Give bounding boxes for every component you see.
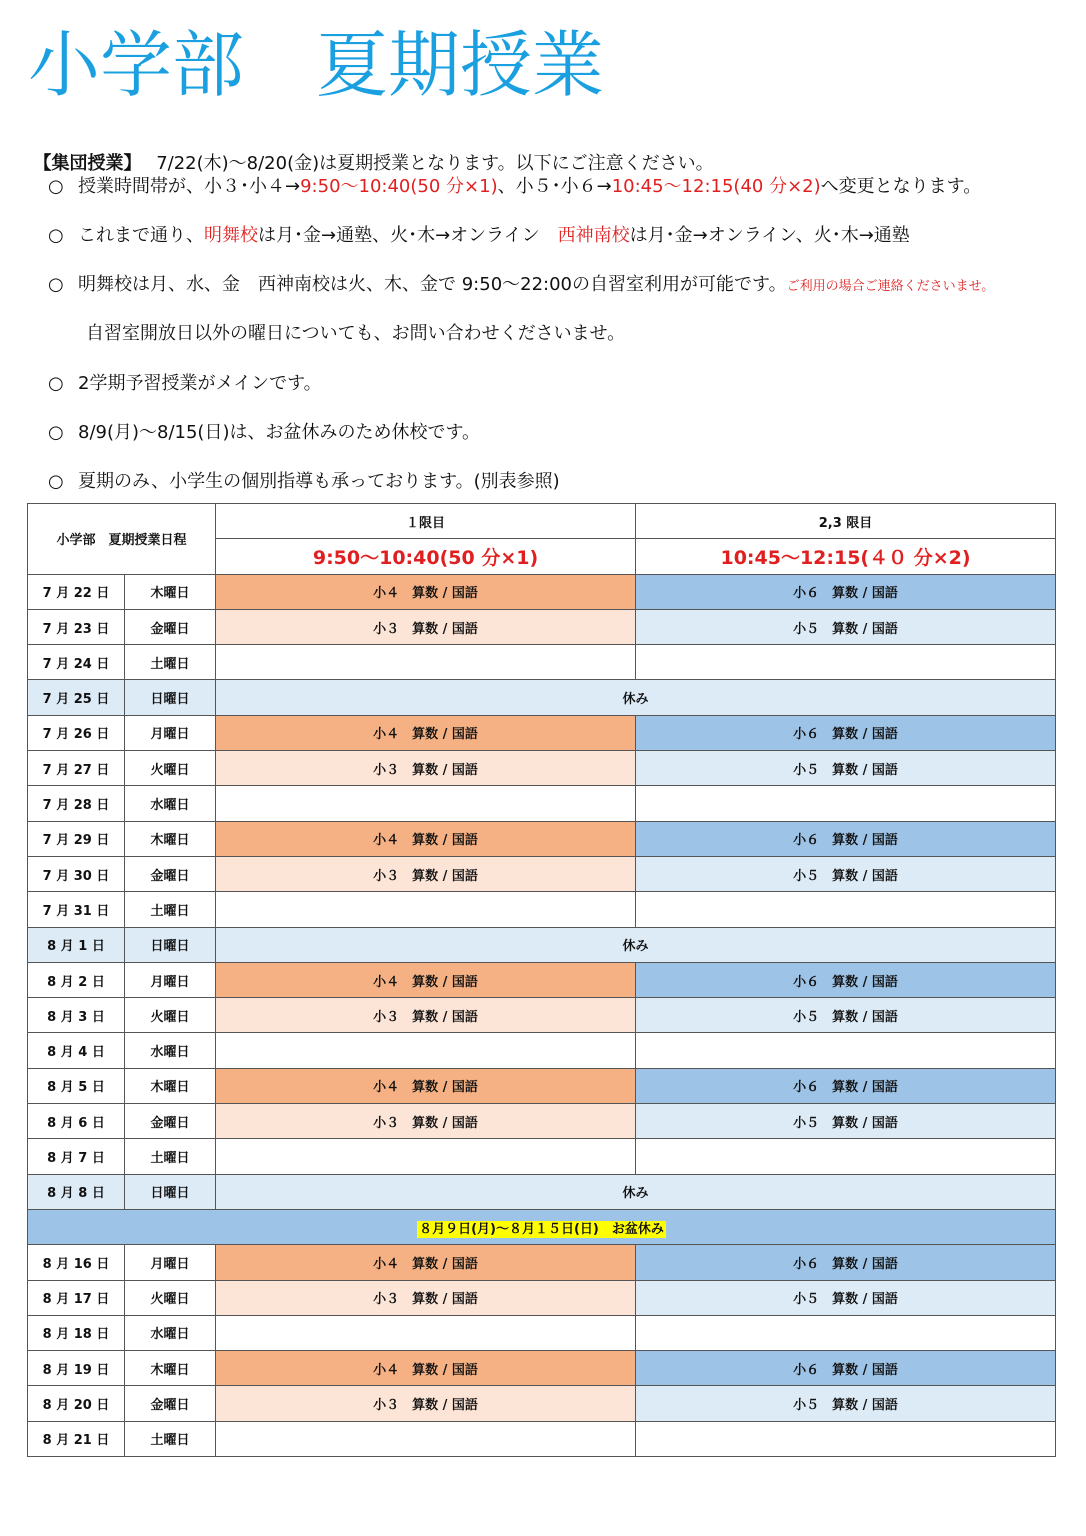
table-row [28,892,1056,927]
class-cell: 小３ 算数 / 国語 [216,609,636,644]
class-cell: 小６ 算数 / 国語 [636,715,1056,750]
empty-cell [636,645,1056,680]
class-cell: 小６ 算数 / 国語 [636,1351,1056,1386]
circle-bullet-icon: ○ [48,225,64,246]
table-row [28,1033,1056,1068]
empty-cell [216,892,636,927]
empty-cell [636,1033,1056,1068]
empty-cell [216,1139,636,1174]
note-text: は月･金→通塾、火･木→オンライン [258,225,558,246]
weekday-cell: 土曜日 [125,645,216,680]
note-individual [48,467,560,493]
note-obon [48,418,480,444]
empty-cell [636,1421,1056,1456]
circle-bullet-icon: ○ [48,471,64,492]
table-row [28,786,1056,821]
note-study-room-extra: 自習室開放日以外の曜日についても、お問い合わせくださいませ。 [86,323,626,344]
schedule-table [27,503,1056,1457]
table-row [28,1280,1056,1315]
note-highlight: 10:45～12:15(40 分×2) [611,176,821,197]
circle-bullet-icon: ○ [48,176,64,197]
table-row [28,1245,1056,1280]
weekday-cell: 月曜日 [125,715,216,750]
rest-cell: 休み [216,680,1056,715]
date-cell: 8 月 5 日 [28,1068,125,1103]
class-cell: 小５ 算数 / 国語 [636,856,1056,891]
class-cell: 小４ 算数 / 国語 [216,821,636,856]
table-row-rest [28,927,1056,962]
date-cell: 8 月 6 日 [28,1104,125,1139]
class-cell: 小６ 算数 / 国語 [636,1245,1056,1280]
class-cell: 小３ 算数 / 国語 [216,751,636,786]
class-cell: 小６ 算数 / 国語 [636,962,1056,997]
weekday-cell: 火曜日 [125,998,216,1033]
table-row [28,715,1056,750]
rest-cell: 休み [216,1174,1056,1209]
note-text: 、小５･小６→ [497,176,612,197]
table-row [28,856,1056,891]
class-cell: 小４ 算数 / 国語 [216,1245,636,1280]
table-row-rest [28,1174,1056,1209]
class-cell: 小３ 算数 / 国語 [216,1280,636,1315]
table-row [28,1104,1056,1139]
note-contact: ご利用の場合ご連絡くださいませ。 [786,279,995,294]
empty-cell [216,1033,636,1068]
date-cell: 8 月 17 日 [28,1280,125,1315]
date-cell: 7 月 27 日 [28,751,125,786]
date-cell: 8 月 8 日 [28,1174,125,1209]
table-row [28,609,1056,644]
date-cell: 7 月 25 日 [28,680,125,715]
intro-line [22,128,714,175]
note-highlight: 西神南校 [557,225,630,246]
empty-cell [216,786,636,821]
page-title: 小学部 夏期授業 [28,23,605,107]
empty-cell [636,892,1056,927]
intro-text: 7/22(木)～8/20(金)は夏期授業となります。以下にご注意ください。 [156,153,714,174]
note-text: へ変更となります。 [820,176,982,197]
class-cell: 小５ 算数 / 国語 [636,751,1056,786]
circle-bullet-icon: ○ [48,373,64,394]
weekday-cell: 水曜日 [125,1033,216,1068]
date-cell: 8 月 20 日 [28,1386,125,1421]
date-cell: 7 月 26 日 [28,715,125,750]
weekday-cell: 水曜日 [125,786,216,821]
weekday-cell: 日曜日 [125,1174,216,1209]
empty-cell [636,1139,1056,1174]
note-text: 夏期のみ、小学生の個別指導も承っております。(別表参照) [78,471,560,492]
weekday-cell: 月曜日 [125,1245,216,1280]
date-cell: 8 月 16 日 [28,1245,125,1280]
class-cell: 小３ 算数 / 国語 [216,998,636,1033]
weekday-cell: 水曜日 [125,1315,216,1350]
period23-header: 2,3 限目 [636,504,1056,539]
date-cell: 8 月 4 日 [28,1033,125,1068]
note-highlight: 9:50～10:40(50 分×1) [300,176,498,197]
class-cell: 小４ 算数 / 国語 [216,574,636,609]
obon-label: ８月９日(月)～８月１５日(日) お盆休み [419,1221,664,1237]
date-cell: 8 月 3 日 [28,998,125,1033]
note-text: 2学期予習授業がメインです。 [78,373,322,394]
period1-header: １限目 [216,504,636,539]
weekday-cell: 日曜日 [125,680,216,715]
table-row [28,821,1056,856]
note-text: 授業時間帯が、小３･小４→ [78,176,301,197]
circle-bullet-icon: ○ [48,274,64,295]
table-row [28,1315,1056,1350]
date-cell: 8 月 2 日 [28,962,125,997]
weekday-cell: 金曜日 [125,609,216,644]
weekday-cell: 金曜日 [125,1104,216,1139]
date-cell: 7 月 30 日 [28,856,125,891]
note-time-schedule [48,172,981,198]
class-cell: 小５ 算数 / 国語 [636,609,1056,644]
obon-row [28,1209,1056,1244]
date-cell: 7 月 28 日 [28,786,125,821]
table-row [28,1421,1056,1456]
date-cell: 7 月 23 日 [28,609,125,644]
class-cell: 小４ 算数 / 国語 [216,962,636,997]
class-cell: 小５ 算数 / 国語 [636,1280,1056,1315]
circle-bullet-icon: ○ [48,422,64,443]
table-row-rest [28,680,1056,715]
empty-cell [216,1421,636,1456]
weekday-cell: 木曜日 [125,1351,216,1386]
note-text: これまで通り、 [78,225,204,246]
table-row [28,1068,1056,1103]
class-cell: 小６ 算数 / 国語 [636,574,1056,609]
weekday-cell: 月曜日 [125,962,216,997]
table-row [28,998,1056,1033]
weekday-cell: 木曜日 [125,574,216,609]
rest-cell: 休み [216,927,1056,962]
intro-label: 【集団授業】 [33,153,133,174]
class-cell: 小６ 算数 / 国語 [636,821,1056,856]
date-cell: 7 月 29 日 [28,821,125,856]
class-cell: 小５ 算数 / 国語 [636,1104,1056,1139]
empty-cell [636,786,1056,821]
weekday-cell: 金曜日 [125,1386,216,1421]
note-campus-format [48,221,910,247]
table-row [28,962,1056,997]
table-row [28,645,1056,680]
class-cell: 小３ 算数 / 国語 [216,1386,636,1421]
note-text: は月･金→オンライン、火･木→通塾 [629,225,910,246]
class-cell: 小３ 算数 / 国語 [216,856,636,891]
class-cell: 小４ 算数 / 国語 [216,1351,636,1386]
table-row [28,1139,1056,1174]
table-row [28,751,1056,786]
empty-cell [216,1315,636,1350]
class-cell: 小５ 算数 / 国語 [636,1386,1056,1421]
date-cell: 8 月 21 日 [28,1421,125,1456]
weekday-cell: 土曜日 [125,892,216,927]
weekday-cell: 木曜日 [125,821,216,856]
note-study-room [48,270,994,296]
date-cell: 7 月 24 日 [28,645,125,680]
table-corner: 小学部 夏期授業日程 [28,504,216,575]
note-highlight: 明舞校 [204,225,258,246]
date-cell: 7 月 22 日 [28,574,125,609]
note-text: 8/9(月)～8/15(日)は、お盆休みのため休校です。 [78,422,481,443]
note-text: 明舞校は月、水、金 西神南校は火、木、金で 9:50～22:00の自習室利用が可能です。 [78,274,787,295]
period1-time: 9:50～10:40(50 分×1) [216,539,636,574]
date-cell: 8 月 19 日 [28,1351,125,1386]
table-row [28,1351,1056,1386]
class-cell: 小４ 算数 / 国語 [216,1068,636,1103]
note-preview [48,369,322,395]
weekday-cell: 土曜日 [125,1421,216,1456]
weekday-cell: 火曜日 [125,751,216,786]
weekday-cell: 金曜日 [125,856,216,891]
date-cell: 7 月 31 日 [28,892,125,927]
date-cell: 8 月 1 日 [28,927,125,962]
class-cell: 小６ 算数 / 国語 [636,1068,1056,1103]
class-cell: 小３ 算数 / 国語 [216,1104,636,1139]
class-cell: 小５ 算数 / 国語 [636,998,1056,1033]
table-header-row [28,504,1056,539]
table-row [28,1386,1056,1421]
empty-cell [636,1315,1056,1350]
weekday-cell: 木曜日 [125,1068,216,1103]
empty-cell [216,645,636,680]
obon-cell [28,1209,1056,1244]
weekday-cell: 土曜日 [125,1139,216,1174]
period23-time: 10:45～12:15(４０ 分×2) [636,539,1056,574]
date-cell: 8 月 18 日 [28,1315,125,1350]
class-cell: 小４ 算数 / 国語 [216,715,636,750]
weekday-cell: 火曜日 [125,1280,216,1315]
weekday-cell: 日曜日 [125,927,216,962]
date-cell: 8 月 7 日 [28,1139,125,1174]
table-row [28,574,1056,609]
